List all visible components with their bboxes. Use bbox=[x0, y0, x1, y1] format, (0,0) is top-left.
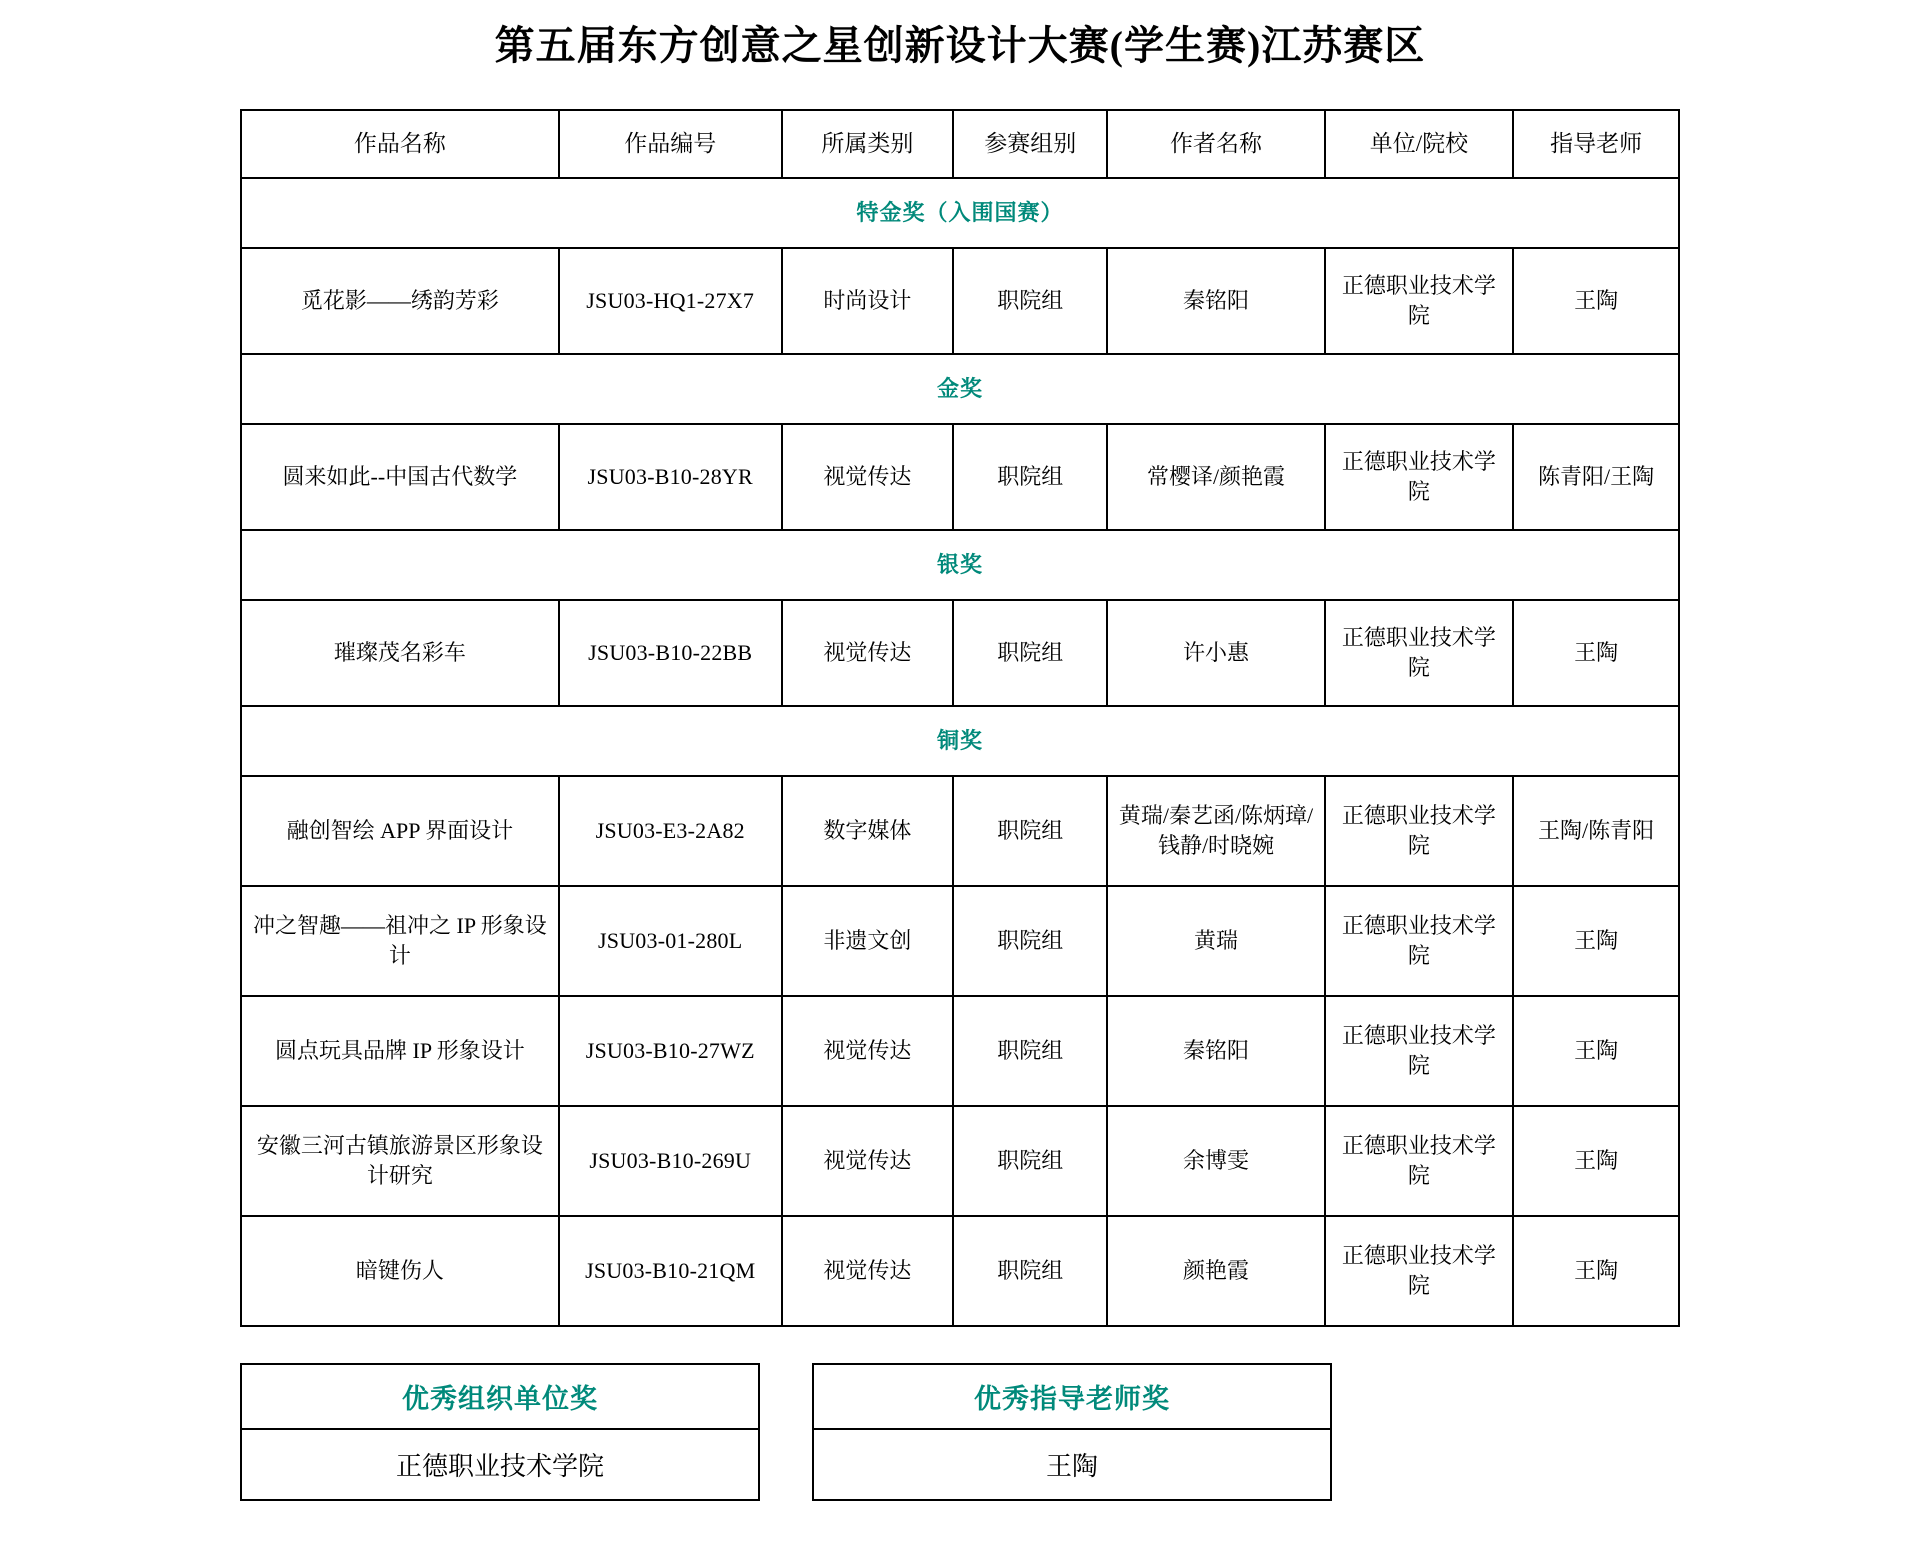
table-header-row bbox=[241, 110, 1679, 178]
cell-group: 职院组 bbox=[953, 1216, 1107, 1326]
cell-author: 黄瑞 bbox=[1107, 886, 1324, 996]
table-row bbox=[241, 776, 1679, 886]
cell-group: 职院组 bbox=[953, 424, 1107, 530]
column-header-group: 参赛组别 bbox=[953, 110, 1107, 178]
cell-category: 数字媒体 bbox=[782, 776, 953, 886]
cell-school: 正德职业技术学院 bbox=[1325, 424, 1514, 530]
teacher-award-value: 王陶 bbox=[1045, 1452, 1098, 1481]
column-header-category: 所属类别 bbox=[782, 110, 953, 178]
cell-category: 视觉传达 bbox=[782, 1106, 953, 1216]
cell-category: 视觉传达 bbox=[782, 1216, 953, 1326]
cell-teacher: 王陶/陈青阳 bbox=[1513, 776, 1679, 886]
cell-group: 职院组 bbox=[953, 886, 1107, 996]
cell-school: 正德职业技术学院 bbox=[1325, 1106, 1514, 1216]
cell-teacher: 王陶 bbox=[1513, 248, 1679, 354]
cell-school: 正德职业技术学院 bbox=[1325, 1216, 1514, 1326]
award-label: 铜奖 bbox=[241, 706, 1679, 776]
organization-award-value: 正德职业技术学院 bbox=[395, 1452, 604, 1481]
cell-category: 视觉传达 bbox=[782, 424, 953, 530]
cell-school: 正德职业技术学院 bbox=[1325, 776, 1514, 886]
table-row bbox=[241, 1106, 1679, 1216]
cell-code: JSU03-B10-21QM bbox=[559, 1216, 782, 1326]
cell-category: 视觉传达 bbox=[782, 600, 953, 706]
cell-group: 职院组 bbox=[953, 996, 1107, 1106]
award-label: 特金奖（入围国赛） bbox=[241, 178, 1679, 248]
cell-name: 璀璨茂名彩车 bbox=[241, 600, 559, 706]
cell-teacher: 王陶 bbox=[1513, 1106, 1679, 1216]
teacher-award-box bbox=[812, 1363, 1332, 1501]
cell-group: 职院组 bbox=[953, 1106, 1107, 1216]
cell-author: 许小惠 bbox=[1107, 600, 1324, 706]
cell-school: 正德职业技术学院 bbox=[1325, 600, 1514, 706]
table-row bbox=[241, 424, 1679, 530]
cell-category: 视觉传达 bbox=[782, 996, 953, 1106]
cell-group: 职院组 bbox=[953, 776, 1107, 886]
column-header-code: 作品编号 bbox=[559, 110, 782, 178]
cell-code: JSU03-B10-28YR bbox=[559, 424, 782, 530]
table-row bbox=[241, 1216, 1679, 1326]
award-section-header bbox=[241, 706, 1679, 776]
cell-name: 圆点玩具品牌 IP 形象设计 bbox=[241, 996, 559, 1106]
cell-code: JSU03-E3-2A82 bbox=[559, 776, 782, 886]
cell-author: 黄瑞/秦艺函/陈炳璋/钱静/时晓婉 bbox=[1107, 776, 1324, 886]
organization-award-title: 优秀组织单位奖 bbox=[242, 1365, 758, 1430]
award-label: 银奖 bbox=[241, 530, 1679, 600]
table-row bbox=[241, 248, 1679, 354]
table-row bbox=[241, 886, 1679, 996]
cell-school: 正德职业技术学院 bbox=[1325, 248, 1514, 354]
special-awards-section bbox=[240, 1363, 1680, 1501]
award-label: 金奖 bbox=[241, 354, 1679, 424]
cell-name: 暗键伤人 bbox=[241, 1216, 559, 1326]
cell-code: JSU03-HQ1-27X7 bbox=[559, 248, 782, 354]
cell-code: JSU03-01-280L bbox=[559, 886, 782, 996]
cell-teacher: 王陶 bbox=[1513, 886, 1679, 996]
cell-school: 正德职业技术学院 bbox=[1325, 996, 1514, 1106]
cell-author: 秦铭阳 bbox=[1107, 248, 1324, 354]
cell-code: JSU03-B10-22BB bbox=[559, 600, 782, 706]
page-title: 第五届东方创意之星创新设计大赛(学生赛)江苏赛区 bbox=[494, 23, 1426, 68]
cell-name: 圆来如此--中国古代数学 bbox=[241, 424, 559, 530]
results-table bbox=[240, 109, 1680, 1327]
cell-group: 职院组 bbox=[953, 248, 1107, 354]
cell-category: 非遗文创 bbox=[782, 886, 953, 996]
column-header-name: 作品名称 bbox=[241, 110, 559, 178]
cell-code: JSU03-B10-27WZ bbox=[559, 996, 782, 1106]
cell-teacher: 王陶 bbox=[1513, 1216, 1679, 1326]
cell-school: 正德职业技术学院 bbox=[1325, 886, 1514, 996]
cell-author: 秦铭阳 bbox=[1107, 996, 1324, 1106]
award-section-header bbox=[241, 178, 1679, 248]
teacher-award-title: 优秀指导老师奖 bbox=[814, 1365, 1330, 1430]
cell-name: 融创智绘 APP 界面设计 bbox=[241, 776, 559, 886]
cell-teacher: 王陶 bbox=[1513, 996, 1679, 1106]
cell-author: 常樱译/颜艳霞 bbox=[1107, 424, 1324, 530]
cell-group: 职院组 bbox=[953, 600, 1107, 706]
cell-category: 时尚设计 bbox=[782, 248, 953, 354]
cell-name: 冲之智趣——祖冲之 IP 形象设计 bbox=[241, 886, 559, 996]
table-row bbox=[241, 600, 1679, 706]
cell-name: 安徽三河古镇旅游景区形象设计研究 bbox=[241, 1106, 559, 1216]
cell-teacher: 陈青阳/王陶 bbox=[1513, 424, 1679, 530]
award-section-header bbox=[241, 354, 1679, 424]
cell-author: 颜艳霞 bbox=[1107, 1216, 1324, 1326]
column-header-author: 作者名称 bbox=[1107, 110, 1324, 178]
table-row bbox=[241, 996, 1679, 1106]
organization-award-box bbox=[240, 1363, 760, 1501]
results-table-container bbox=[240, 109, 1680, 1327]
cell-name: 觅花影——绣韵芳彩 bbox=[241, 248, 559, 354]
column-header-school: 单位/院校 bbox=[1325, 110, 1514, 178]
column-header-teacher: 指导老师 bbox=[1513, 110, 1679, 178]
cell-teacher: 王陶 bbox=[1513, 600, 1679, 706]
cell-author: 余博雯 bbox=[1107, 1106, 1324, 1216]
award-section-header bbox=[241, 530, 1679, 600]
cell-code: JSU03-B10-269U bbox=[559, 1106, 782, 1216]
